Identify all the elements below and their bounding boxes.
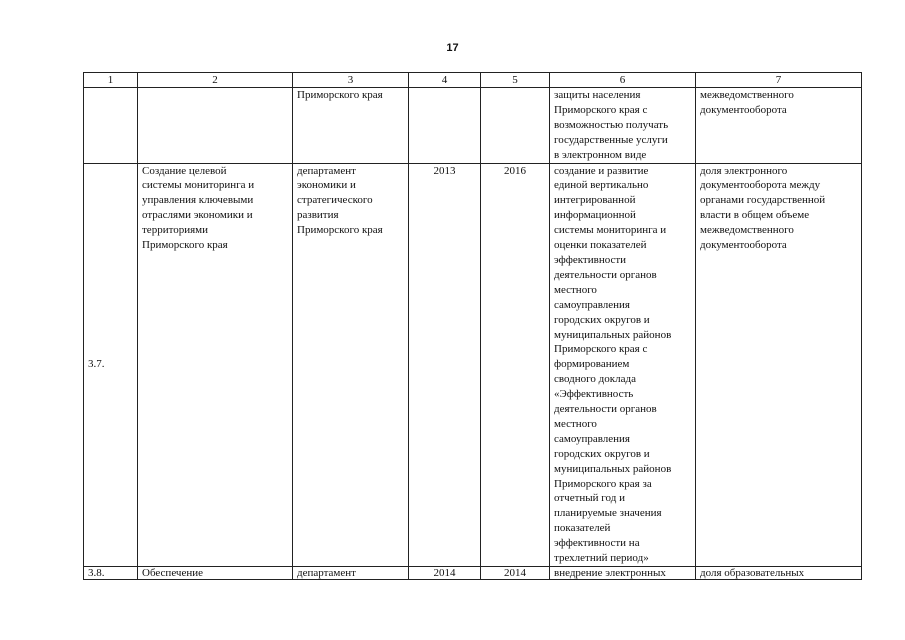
column-number-header: 1 [84,73,138,88]
row-number-cell [84,88,138,164]
table-row [84,163,862,566]
end-year-cell: 2016 [481,163,550,566]
column-number-header: 4 [409,73,481,88]
indicator-cell: доля электронного документооборота между органами государственной власти в общем объеме межведомственного документооборота [696,163,862,566]
row-number-cell: 3.7. [84,163,138,566]
end-year-cell [481,88,550,164]
column-number-header: 3 [293,73,409,88]
page-number: 17 [446,42,459,54]
column-number-header: 7 [696,73,862,88]
table-row [84,88,862,164]
row-number-cell: 3.8. [84,567,138,580]
column-number-header: 5 [481,73,550,88]
measures-table [83,72,862,580]
executor-cell: департамент [293,567,409,580]
indicator-cell: межведомственного документооборота [696,88,862,164]
expected-result-cell: создание и развитие единой вертикально интегрированной информационной системы мониторинга и оценки показателей эффективности деятельности органов местного самоуправления городских округов и муниципальных районов Приморского края с формированием сводного доклада «Эффективность деятельности органов местного самоуправления городских округов и муниципальных районов Приморского края за отчетный год и планируемые значения показателей эффективности на трехлетний период» [550,163,696,566]
start-year-cell [409,88,481,164]
expected-result-cell: защиты населения Приморского края с возможностью получать государственные услуги в электронном виде [550,88,696,164]
expected-result-cell: внедрение электронных [550,567,696,580]
end-year-cell: 2014 [481,567,550,580]
start-year-cell: 2014 [409,567,481,580]
indicator-cell: доля образовательных [696,567,862,580]
column-number-header: 2 [138,73,293,88]
column-number-header: 6 [550,73,696,88]
table-header-row [84,73,862,88]
executor-cell: департамент экономики и стратегического развития Приморского края [293,163,409,566]
measure-name-cell: Обеспечение [138,567,293,580]
measure-name-cell: Создание целевой системы мониторинга и управления ключевыми отраслями экономики и территориями Приморского края [138,163,293,566]
measure-name-cell [138,88,293,164]
table-row [84,567,862,580]
executor-cell: Приморского края [293,88,409,164]
start-year-cell: 2013 [409,163,481,566]
